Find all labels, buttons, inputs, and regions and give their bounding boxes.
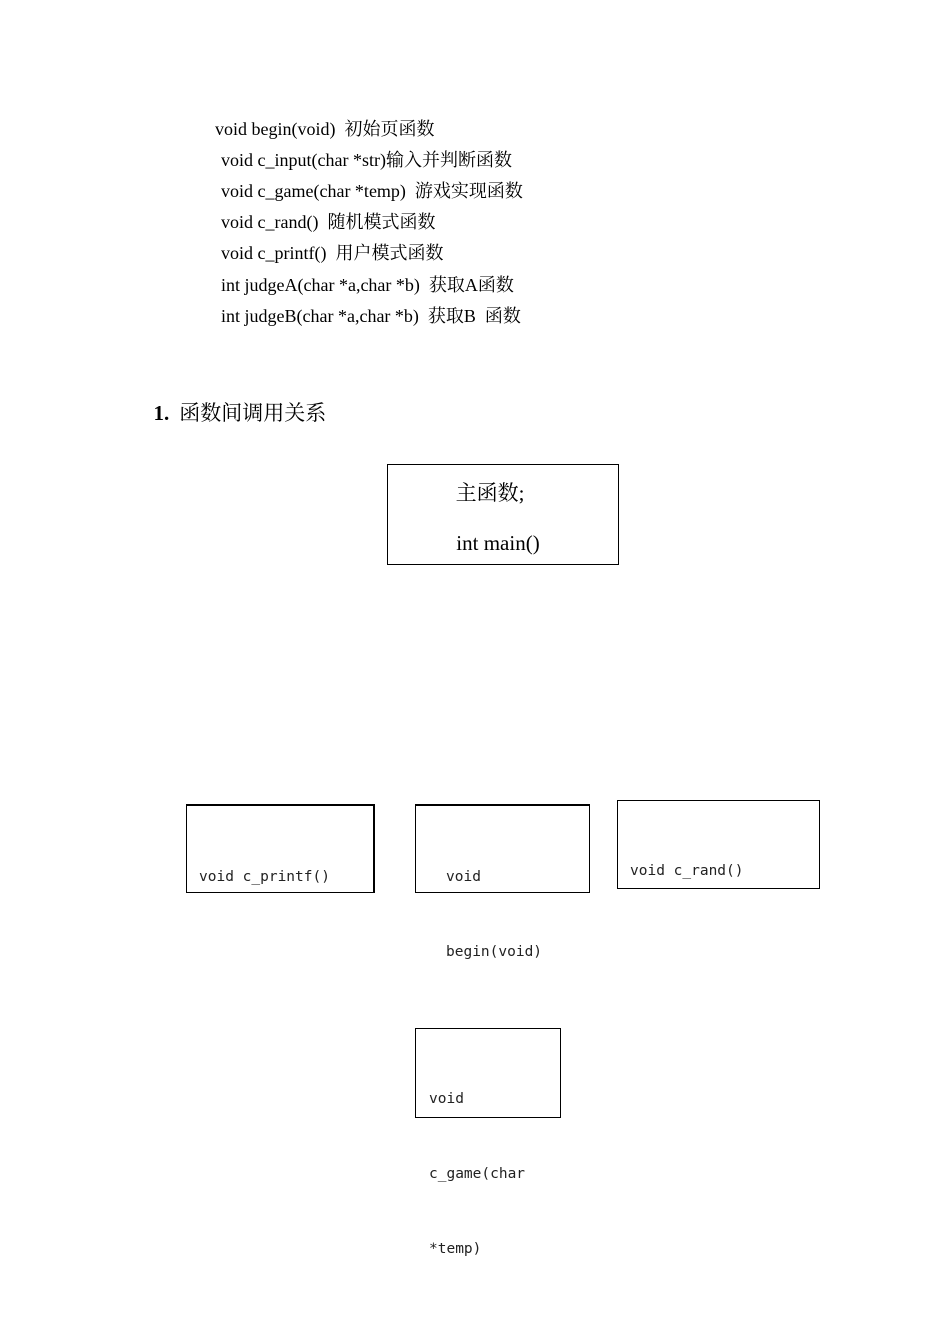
c-game-box-line-1: void xyxy=(429,1091,464,1107)
function-item-c-input: void c_input(char *str)输入并判断函数 xyxy=(221,150,512,170)
main-function-box xyxy=(387,464,619,565)
c-printf-box-text: void c_printf() xyxy=(199,869,330,885)
main-box-label: 主函数; xyxy=(455,481,525,505)
function-item-c-printf: void c_printf() 用户模式函数 xyxy=(221,243,444,263)
function-item-judge-b: int judgeB(char *a,char *b) 获取B 函数 xyxy=(221,306,521,326)
function-item-judge-a: int judgeA(char *a,char *b) 获取A函数 xyxy=(221,275,514,295)
function-item-c-rand: void c_rand() 随机模式函数 xyxy=(221,212,436,232)
begin-box-line-2: begin(void) xyxy=(446,944,543,960)
section-heading xyxy=(143,371,326,427)
begin-box xyxy=(415,804,590,960)
c-game-box-line-2: c_game(char xyxy=(429,1166,526,1182)
function-item-begin: void begin(void) 初始页函数 xyxy=(215,119,435,139)
function-item-c-game: void c_game(char *temp) 游戏实现函数 xyxy=(221,181,523,201)
c-rand-box xyxy=(617,800,820,889)
c-printf-box xyxy=(186,804,375,893)
main-box-signature: int main() xyxy=(456,531,540,555)
c-game-box-line-3: *temp) xyxy=(429,1241,482,1257)
section-title: 函数间调用关系 xyxy=(179,401,327,425)
c-game-box xyxy=(415,1028,561,1257)
begin-box-line-1: void xyxy=(446,869,481,885)
c-rand-box-text: void c_rand() xyxy=(630,863,744,879)
section-number: 1. xyxy=(153,401,170,425)
